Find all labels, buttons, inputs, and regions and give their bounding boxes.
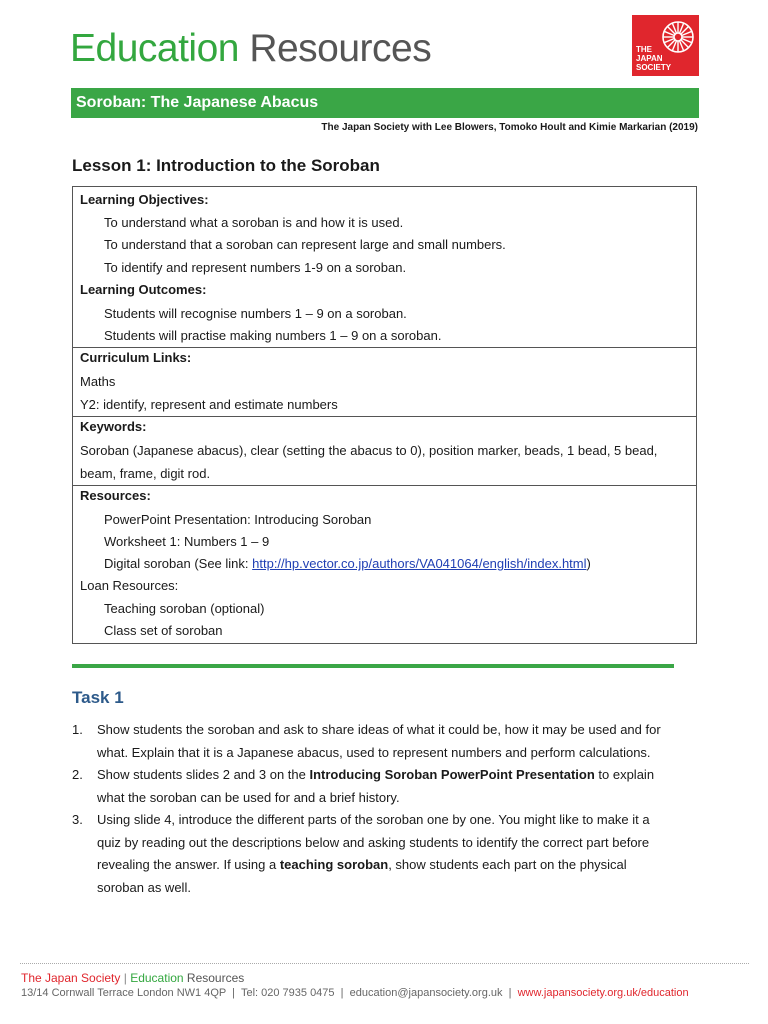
page-title xyxy=(70,26,431,72)
footer-brand xyxy=(21,971,244,986)
resource-item: Worksheet 1: Numbers 1 – 9 xyxy=(104,534,270,549)
digital-soroban-item xyxy=(104,555,591,573)
title-education: Education xyxy=(70,27,239,70)
footer-divider xyxy=(20,963,749,964)
footer-tel: Tel: 020 7935 0475 xyxy=(240,987,335,999)
keywords-text: Soroban (Japanese abacus), clear (setting the abacus to 0), position marker, beads, 1 bead, 5 bead, xyxy=(80,443,658,458)
curriculum-heading: Curriculum Links: xyxy=(80,350,192,365)
keywords-section xyxy=(73,417,696,486)
curriculum-item: Y2: identify, represent and estimate numbers xyxy=(80,397,338,412)
task-title: Task 1 xyxy=(72,688,124,707)
task-text: Show students the soroban and ask to share ideas of what it could be, how it may be used and for xyxy=(97,722,661,737)
footer-contact xyxy=(21,986,689,1000)
task-text: what. Explain that it is a Japanese abacus, used to represent numbers and perform calculations. xyxy=(97,744,651,760)
outcome-item: Students will practise making numbers 1 – 9 on a soroban. xyxy=(104,328,442,343)
title-resources: Resources xyxy=(249,27,432,70)
loan-item: Class set of soroban xyxy=(104,623,223,638)
banner-title: Soroban: The Japanese Abacus xyxy=(76,94,319,111)
footer-email[interactable]: education@japansociety.org.uk xyxy=(349,987,503,999)
digital-soroban-link[interactable]: http://hp.vector.co.jp/authors/VA041064/english/index.html xyxy=(252,556,587,571)
curriculum-section xyxy=(73,348,696,417)
task-text-part: revealing the answer. If using a xyxy=(97,857,280,872)
task-text: what the soroban can be used for and a brief history. xyxy=(97,789,400,805)
resource-item: PowerPoint Presentation: Introducing Soroban xyxy=(104,512,372,527)
objectives-section xyxy=(73,187,696,348)
outcome-item: Students will recognise numbers 1 – 9 on a soroban. xyxy=(104,306,407,321)
author-byline: The Japan Society with Lee Blowers, Tomoko Hoult and Kimie Markarian (2019) xyxy=(321,122,698,133)
objective-item: To understand that a soroban can represent large and small numbers. xyxy=(104,237,506,252)
resources-heading: Resources: xyxy=(80,488,151,503)
task-text: quiz by reading out the descriptions below and asking students to identify the correct part before xyxy=(97,834,650,850)
task-text-bold: Introducing Soroban PowerPoint Presentation xyxy=(309,767,595,782)
task-item xyxy=(72,809,702,899)
footer-separator: | xyxy=(229,987,239,999)
footer-edu: Education xyxy=(130,971,184,985)
digital-prefix: Digital soroban (See link: xyxy=(104,556,253,571)
objective-item: To understand what a soroban is and how it is used. xyxy=(104,215,404,230)
logo-line: THE xyxy=(636,45,652,54)
task-number: 1. xyxy=(72,722,83,737)
digital-suffix: ) xyxy=(586,556,591,571)
task-list xyxy=(72,719,702,899)
loan-heading: Loan Resources: xyxy=(80,578,179,593)
footer-website[interactable]: www.japansociety.org.uk/education xyxy=(517,987,689,999)
resource-banner xyxy=(71,88,699,118)
task-text: Using slide 4, introduce the different parts of the soroban one by one. You might like to make it a xyxy=(97,812,650,827)
task-text-bold: teaching soroban xyxy=(279,857,389,872)
curriculum-item: Maths xyxy=(80,374,116,389)
task-text: soroban as well. xyxy=(97,879,191,895)
footer-separator: | xyxy=(337,987,347,999)
keywords-heading: Keywords: xyxy=(80,419,147,434)
lesson-title: Lesson 1: Introduction to the Soroban xyxy=(72,156,380,175)
footer-separator: | xyxy=(505,987,515,999)
resources-section xyxy=(73,486,696,643)
loan-item: Teaching soroban (optional) xyxy=(104,601,265,616)
lesson-info-table xyxy=(72,186,697,644)
logo-text xyxy=(636,45,671,72)
task-text xyxy=(97,854,702,877)
task-text-part: , show students each part on the physical xyxy=(388,857,627,872)
task-number: 3. xyxy=(72,812,83,827)
objectives-heading: Learning Objectives: xyxy=(80,192,209,207)
task-text xyxy=(97,764,702,787)
task-item xyxy=(72,719,702,764)
task-number: 2. xyxy=(72,767,83,782)
footer-res: Resources xyxy=(183,971,245,985)
footer-org: The Japan Society xyxy=(21,971,121,985)
task-text-part: Show students slides 2 and 3 on the xyxy=(97,767,310,782)
outcomes-heading: Learning Outcomes: xyxy=(80,282,207,297)
logo-line: SOCIETY xyxy=(636,63,672,72)
keywords-text: beam, frame, digit rod. xyxy=(80,466,211,481)
objective-item: To identify and represent numbers 1-9 on a soroban. xyxy=(104,260,407,275)
logo-line: JAPAN xyxy=(636,54,663,63)
footer-sep: | xyxy=(120,971,131,985)
footer-address: 13/14 Cornwall Terrace London NW1 4QP xyxy=(21,987,227,999)
section-divider xyxy=(72,664,674,668)
task-text-part: to explain xyxy=(594,767,655,782)
task-item xyxy=(72,764,702,809)
japan-society-logo[interactable] xyxy=(632,15,699,76)
